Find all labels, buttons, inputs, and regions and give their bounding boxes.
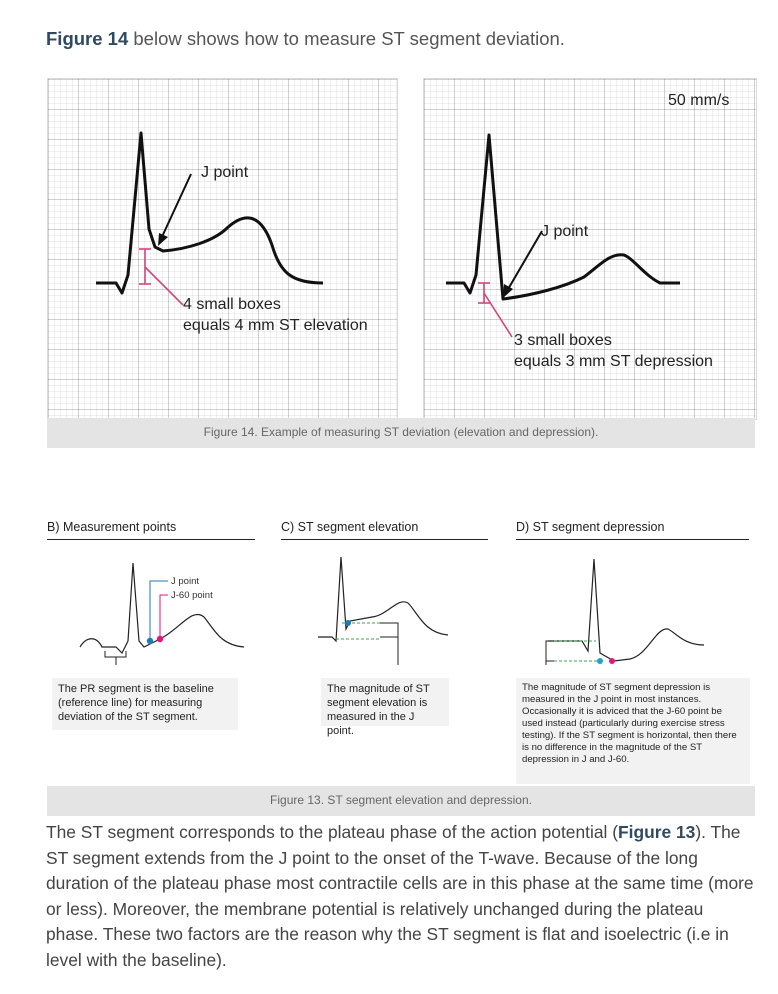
depression-j-point-icon (597, 658, 603, 664)
panel-c-title: C) ST segment elevation (281, 520, 488, 540)
ecg-grid-depression (423, 78, 757, 420)
panel-d-note: The magnitude of ST segment depression is measured in the J point in most instances. Occasionally it is adviced that the J-60 point be used instead (particularly during exercise stress testing). If the ST segment is horizontal, then there is no difference in the magnitude of the ST depression in J and J-60. (516, 678, 750, 784)
measure-line2-depression: equals 3 mm ST depression (514, 353, 713, 370)
intro-text (46, 28, 565, 50)
j-point-marker-icon (147, 638, 153, 644)
panel-b-j-point-label: J point (171, 576, 199, 587)
body-text-after: ). The ST segment extends from the J point to the onset of the T-wave. Because of the long duration of the plateau phase most contractile cells are in this phase at the same time (more or less). Moreover, the membrane potential is relatively unchanged during the plateau phase. These two factors are the reason why the ST segment is flat and isoelectric (i.e in level with the baseline). (46, 822, 754, 970)
panel-b-note: The PR segment is the baseline (reference line) for measuring deviation of the ST segment. (52, 678, 238, 730)
figure14-caption: Figure 14. Example of measuring ST deviation (elevation and depression). (47, 418, 755, 448)
panel-d-title: D) ST segment depression (516, 520, 749, 540)
body-paragraph (46, 820, 758, 973)
j60-point-marker-icon (157, 636, 163, 642)
ecg-grid-elevation (47, 78, 398, 420)
panel-c-note: The magnitude of ST segment elevation is measured in the J point. (321, 678, 449, 726)
j-point-label-elevation: J point (201, 164, 249, 181)
depression-j60-point-icon (609, 658, 615, 664)
figure13-caption: Figure 13. ST segment elevation and depression. (47, 786, 755, 816)
intro-figure-ref[interactable]: Figure 14 (46, 28, 129, 49)
body-text-before: The ST segment corresponds to the plateau phase of the action potential ( (46, 822, 618, 842)
body-figure-ref[interactable]: Figure 13 (618, 822, 696, 842)
j-point-label-depression: J point (541, 223, 589, 240)
panel-b-title: B) Measurement points (47, 520, 255, 540)
figure13-diagrams (0, 555, 778, 665)
ecg-elevation-trace (48, 79, 397, 419)
intro-body: below shows how to measure ST segment deviation. (128, 28, 565, 49)
paper-speed-label: 50 mm/s (668, 92, 730, 109)
measure-line1-elevation: 4 small boxes (183, 296, 281, 313)
panel-b-j60-label: J-60 point (171, 590, 213, 601)
measure-line1-depression: 3 small boxes (514, 332, 612, 349)
measure-line2-elevation: equals 4 mm ST elevation (183, 317, 368, 334)
elevation-j-point-icon (345, 620, 351, 626)
